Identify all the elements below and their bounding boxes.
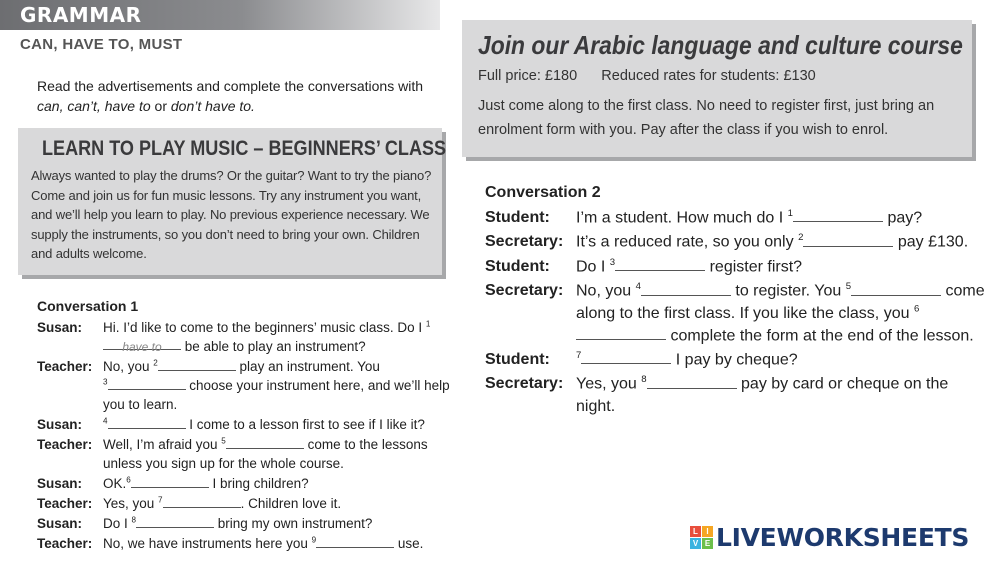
conversation-2 xyxy=(485,207,985,420)
line-text: complete the form at the end of the lesson. xyxy=(666,326,974,344)
line-text: I bring children? xyxy=(208,476,309,491)
example-answer: have to xyxy=(122,340,162,354)
speaker-label: Secretary: xyxy=(485,233,564,251)
dialogue-line xyxy=(37,415,457,434)
line-text: I pay by cheque? xyxy=(671,351,798,369)
gap-number: 3 xyxy=(609,256,616,268)
line-text: No, we have instruments here you xyxy=(103,536,312,551)
answer-blank[interactable] xyxy=(316,535,394,548)
music-class-advert xyxy=(18,128,447,275)
gap-number: 6 xyxy=(913,303,920,315)
speaker-label: Student: xyxy=(485,209,550,226)
answer-blank[interactable] xyxy=(226,436,304,449)
conversation-2-heading: Conversation 2 xyxy=(485,184,601,201)
gap-number: 5 xyxy=(845,281,852,293)
dialogue-text xyxy=(103,534,457,553)
answer-blank[interactable] xyxy=(647,373,737,388)
answer-blank[interactable] xyxy=(641,280,731,295)
dialogue-text xyxy=(576,373,985,417)
gap-number: 1 xyxy=(787,208,793,220)
conversation-1-heading: Conversation 1 xyxy=(37,298,139,314)
instructions xyxy=(37,76,447,116)
gap-number: 1 xyxy=(425,319,431,329)
gap-number: 7 xyxy=(576,350,582,362)
dialogue-text xyxy=(103,318,457,356)
line-text: pay £130. xyxy=(893,233,969,251)
dialogue-line xyxy=(37,534,457,553)
dialogue-text xyxy=(576,280,985,347)
gap-number: 6 xyxy=(126,475,131,485)
speaker-label: Teacher: xyxy=(37,536,93,551)
answer-blank[interactable] xyxy=(615,256,705,271)
answer-blank[interactable] xyxy=(576,325,666,340)
arabic-advert-title: Join our Arabic language and culture course xyxy=(478,30,963,60)
line-text: Yes, you xyxy=(576,375,642,393)
line-text: register first? xyxy=(705,258,803,276)
line-text: OK. xyxy=(103,476,127,491)
line-text: I’m a student. How much do I xyxy=(576,209,788,227)
gap-number: 5 xyxy=(221,436,226,446)
dialogue-line xyxy=(485,207,985,229)
line-text: come to the lessons unless you sign up for the whole course. xyxy=(103,437,428,471)
answer-blank[interactable] xyxy=(131,475,209,488)
speaker-label: Susan: xyxy=(37,476,83,491)
line-text: bring my own instrument? xyxy=(214,516,373,531)
speaker-label: Teacher: xyxy=(37,437,93,452)
answer-blank[interactable] xyxy=(581,349,671,364)
instructions-modals-1: can, can’t, have to xyxy=(37,98,151,114)
music-advert-title: LEARN TO PLAY MUSIC – BEGINNERS’ CLASS xyxy=(42,137,447,160)
speaker-label: Secretary: xyxy=(485,375,564,393)
gap-number: 9 xyxy=(311,535,317,545)
dialogue-text xyxy=(103,357,457,414)
line-text: play an instrument. You xyxy=(235,359,380,374)
gap-number: 2 xyxy=(153,358,158,368)
music-advert-body: Always wanted to play the drums? Or the guitar? Want to try the piano? Come and join us for fun music lessons. Try any instrument you want, and we’ll help you learn to play. No previous experience necessary. We supply the instruments, so you don’t need to bring your own. Children and adults welcome. xyxy=(31,168,432,261)
answer-blank[interactable] xyxy=(793,207,883,222)
logo-mark-letter: I xyxy=(702,526,713,537)
line-text: No, you xyxy=(576,282,636,300)
answer-blank[interactable] xyxy=(136,515,214,528)
dialogue-line xyxy=(37,474,457,493)
dialogue-text xyxy=(103,494,457,513)
answer-blank[interactable] xyxy=(803,231,893,246)
dialogue-line xyxy=(37,514,457,533)
dialogue-text xyxy=(576,231,985,253)
speaker-label: Secretary: xyxy=(485,282,564,300)
line-text: to register. You xyxy=(730,282,846,300)
logo-mark-letter: V xyxy=(690,538,701,549)
speaker-label: Susan: xyxy=(37,320,83,335)
line-text: I come to a lesson first to see if I like it? xyxy=(185,417,425,432)
dialogue-line xyxy=(37,494,457,513)
arabic-advert-prices: Full price: £180 Reduced rates for students: £130 xyxy=(478,68,816,84)
answer-blank[interactable] xyxy=(158,358,236,371)
instructions-text: Read the advertisements and complete the conversations with xyxy=(37,78,423,94)
line-text: choose your instrument here, and we’ll help you to learn. xyxy=(103,378,450,412)
speaker-label: Susan: xyxy=(37,516,83,531)
line-text: Hi. I’d like to come to the beginners’ music class. Do I xyxy=(103,320,426,335)
dialogue-text xyxy=(576,256,985,278)
dialogue-text xyxy=(576,349,985,371)
logo-mark-icon xyxy=(690,526,713,549)
line-text: Well, I’m afraid you xyxy=(103,437,222,452)
gap-number: 4 xyxy=(635,281,641,293)
line-text: Yes, you xyxy=(103,496,159,511)
conversation-1 xyxy=(37,318,457,554)
speaker-label: Teacher: xyxy=(37,359,93,374)
answer-blank[interactable] xyxy=(108,416,186,429)
dialogue-line xyxy=(485,280,985,347)
gap-number: 4 xyxy=(103,416,108,426)
arabic-advert-body: Just come along to the first class. No need to register first, just bring an enrolment form with you. Pay after the class if you wish to enrol. xyxy=(478,98,935,138)
gap-number: 8 xyxy=(131,515,137,525)
line-text: No, you xyxy=(103,359,154,374)
liveworksheets-logo[interactable] xyxy=(690,523,969,552)
answer-blank[interactable] xyxy=(851,280,941,295)
line-text: come along to the first class. If you like the class, you xyxy=(576,282,985,322)
logo-mark-letter: E xyxy=(702,538,713,549)
instructions-modals-2: don’t have to. xyxy=(170,98,255,114)
section-title: GRAMMAR xyxy=(20,3,142,27)
dialogue-text xyxy=(103,514,457,533)
answer-blank[interactable] xyxy=(163,495,241,508)
dialogue-text xyxy=(103,435,457,473)
dialogue-line xyxy=(37,435,457,473)
gap-number: 8 xyxy=(641,374,647,386)
speaker-label: Teacher: xyxy=(37,496,93,511)
speaker-label: Student: xyxy=(485,257,550,275)
dialogue-text xyxy=(103,415,457,434)
line-text: pay by card or cheque on the night. xyxy=(576,375,949,415)
section-subtitle: CAN, HAVE TO, MUST xyxy=(20,36,183,53)
dialogue-line xyxy=(485,231,985,253)
gap-number: 7 xyxy=(158,495,163,505)
line-text: Do I xyxy=(103,516,132,531)
arabic-course-advert xyxy=(462,20,972,157)
line-text: . Children love it. xyxy=(240,496,342,511)
dialogue-line xyxy=(37,357,457,414)
dialogue-line xyxy=(485,373,985,417)
dialogue-text xyxy=(576,207,985,229)
instructions-connector: or xyxy=(154,98,167,114)
logo-mark-letter: L xyxy=(690,526,701,537)
line-text: Do I xyxy=(576,258,610,276)
answer-blank[interactable] xyxy=(108,377,186,390)
line-text: pay? xyxy=(883,209,923,227)
line-text: use. xyxy=(394,536,424,551)
line-text: It’s a reduced rate, so you only xyxy=(576,233,799,251)
speaker-label: Student: xyxy=(485,350,550,368)
line-text: be able to play an instrument? xyxy=(181,339,366,354)
dialogue-line xyxy=(485,349,985,371)
answer-blank[interactable] xyxy=(103,337,181,354)
dialogue-text xyxy=(103,474,457,493)
speaker-label: Susan: xyxy=(37,417,83,432)
dialogue-line xyxy=(37,318,457,356)
dialogue-line xyxy=(485,256,985,278)
gap-number: 2 xyxy=(798,232,804,244)
gap-number: 3 xyxy=(103,377,108,387)
logo-wordmark: LIVEWORKSHEETS xyxy=(716,523,970,552)
